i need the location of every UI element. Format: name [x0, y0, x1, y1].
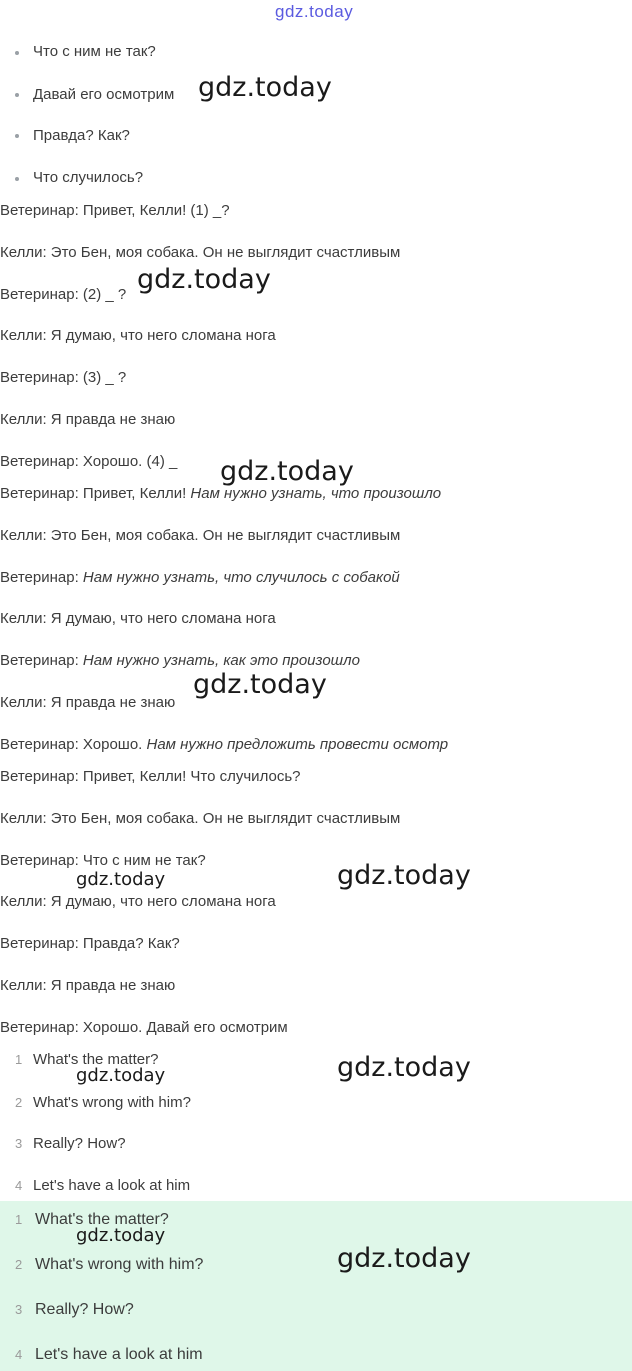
dialog-line: Ветеринар: Хорошо. (4) _ [0, 453, 178, 470]
dialog-line: Келли: Это Бен, моя собака. Он не выглядит счастливым [0, 244, 401, 261]
dialog-line: Келли: Я правда не знаю [0, 694, 176, 711]
dialog-line: Ветеринар: Что с ним не так? [0, 852, 206, 869]
bullet-icon [15, 134, 19, 138]
dialog-line: Ветеринар: (3) _ ? [0, 369, 127, 386]
answer-text: Let's have a look at him [35, 1346, 203, 1363]
watermark: gdz.today [137, 264, 271, 295]
answer-number: 4 [15, 1178, 23, 1193]
watermark: gdz.today [198, 72, 332, 103]
answer-text: What's the matter? [35, 1211, 169, 1228]
answer-text: Let's have a look at him [33, 1177, 191, 1194]
watermark-top: gdz.today [275, 2, 354, 21]
watermark: gdz.today [76, 1225, 166, 1246]
dialog-line: Келли: Это Бен, моя собака. Он не выглядит счастливым [0, 527, 401, 544]
answer-number: 2 [15, 1095, 23, 1110]
answer-number: 4 [15, 1347, 23, 1362]
bullet-icon [15, 51, 19, 55]
answer-number: 3 [15, 1136, 23, 1151]
dialog-line: Ветеринар: Привет, Келли! Нам нужно узнать, что произошло [0, 485, 442, 502]
watermark: gdz.today [337, 1052, 471, 1083]
bullet-icon [15, 177, 19, 181]
dialog-line: Ветеринар: Привет, Келли! Что случилось? [0, 768, 301, 785]
dialog-line: Ветеринар: (2) _ ? [0, 286, 127, 303]
dialog-line: Келли: Я думаю, что него сломана нога [0, 610, 276, 627]
watermark: gdz.today [76, 1065, 166, 1086]
answer-text: Really? How? [35, 1301, 134, 1318]
dialog-line: Ветеринар: Нам нужно узнать, что случилось с собакой [0, 569, 400, 586]
dialog-line: Келли: Я правда не знаю [0, 977, 176, 994]
watermark: gdz.today [220, 456, 354, 487]
watermark: gdz.today [193, 669, 327, 700]
dialog-line: Келли: Это Бен, моя собака. Он не выглядит счастливым [0, 810, 401, 827]
answer-number: 1 [15, 1052, 23, 1067]
bullet-icon [15, 93, 19, 97]
answer-number: 1 [15, 1212, 23, 1227]
watermark: gdz.today [337, 860, 471, 891]
answer-number: 3 [15, 1302, 23, 1317]
dialog-line: Келли: Я думаю, что него сломана нога [0, 327, 276, 344]
answer-text: What's the matter? [33, 1051, 159, 1068]
answer-number: 2 [15, 1257, 23, 1272]
answer-text: What's wrong with him? [35, 1256, 204, 1273]
dialog-line: Ветеринар: Хорошо. Давай его осмотрим [0, 1019, 288, 1036]
dialog-line: Келли: Я думаю, что него сломана нога [0, 893, 276, 910]
dialog-line: Ветеринар: Нам нужно узнать, как это произошло [0, 652, 360, 669]
dialog-line: Ветеринар: Привет, Келли! (1) _? [0, 202, 230, 219]
watermark: gdz.today [76, 869, 166, 890]
answer-text: What's wrong with him? [33, 1094, 191, 1111]
dialog-line: Ветеринар: Хорошо. Нам нужно предложить провести осмотр [0, 736, 449, 753]
dialog-line: Келли: Я правда не знаю [0, 411, 176, 428]
watermark: gdz.today [337, 1243, 471, 1274]
dialog-line: Ветеринар: Правда? Как? [0, 935, 180, 952]
answer-text: Really? How? [33, 1135, 126, 1152]
